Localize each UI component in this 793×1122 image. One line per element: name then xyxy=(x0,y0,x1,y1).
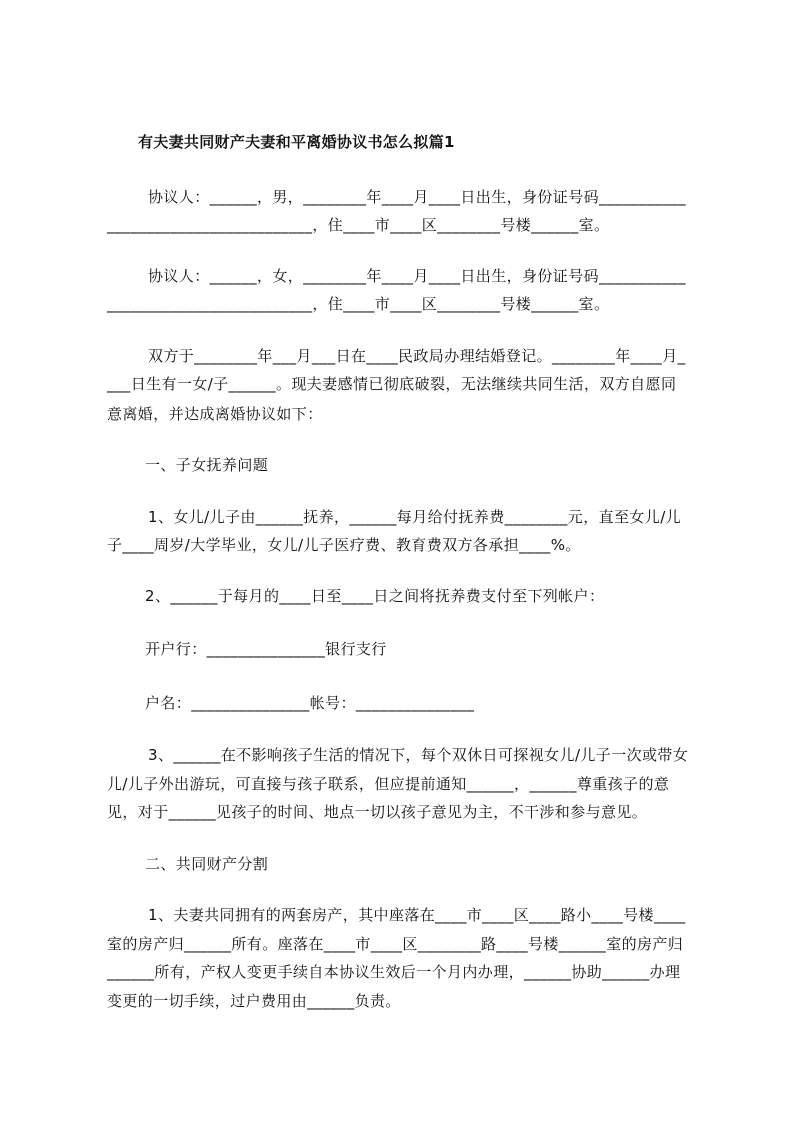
document-title: 有夫妻共同财产夫妻和平离婚协议书怎么拟篇1 xyxy=(138,133,455,151)
section1-heading: 一、子女抚养问题 xyxy=(145,456,269,474)
item1-3-line3: 见，对于______见孩子的时间、地点一切以孩子意见为主，不干涉和参与意见。 xyxy=(107,803,648,821)
item1-3-line1: 3、______在不影响孩子生活的情况下，每个双休日可探视女儿/儿子一次或带女 xyxy=(148,746,689,764)
item1-1-line2: 子____周岁/大学毕业，女儿/儿子医疗费、教育费双方各承担____%。 xyxy=(107,536,581,554)
party1-line2: __________________________，住____市____区________号楼______室。 xyxy=(107,216,610,234)
item1-1-line1: 1、女儿/儿子由______抚养，______每月给付抚养费________元，直至女儿/儿 xyxy=(148,508,682,526)
item2-1-line3: ______所有，产权人变更手续自本协议生效后一个月内办理，______协助______办理 xyxy=(107,963,681,981)
party1-line1: 协议人：______，男，________年____月____日出生，身份证号码___________ xyxy=(148,188,686,206)
intro-line2: ___日生有一女/子______。现夫妻感情已彻底破裂，无法继续共同生活，双方自愿同 xyxy=(107,375,677,393)
item1-3-line2: 儿/儿子外出游玩，可直接与孩子联系，但应提前通知______，______尊重孩子的意 xyxy=(107,775,670,793)
item2-1-line1: 1、夫妻共同拥有的两套房产，其中座落在____市____区____路小____号楼____ xyxy=(148,906,686,924)
intro-line3: 意离婚，并达成离婚协议如下： xyxy=(107,405,323,423)
party2-line1: 协议人：______，女，________年____月____日出生，身份证号码___________ xyxy=(148,267,686,285)
item1-2: 2、______于每月的____日至____日之间将抚养费支付至下列帐户： xyxy=(145,587,605,605)
item2-1-line2: 室的房产归______所有。座落在____市____区________路____号楼______室的房产归 xyxy=(107,935,684,953)
account-line: 户名：_______________帐号：_______________ xyxy=(145,694,475,712)
party2-line2: __________________________，住____市____区________号楼______室。 xyxy=(107,295,610,313)
section2-heading: 二、共同财产分割 xyxy=(145,855,269,873)
item2-1-line4: 变更的一切手续，过户费用由______负责。 xyxy=(107,992,401,1010)
intro-line1: 双方于________年___月___日在____民政局办理结婚登记。________年____月_ xyxy=(148,347,686,365)
bank-line: 开户行：_______________银行支行 xyxy=(145,640,387,658)
